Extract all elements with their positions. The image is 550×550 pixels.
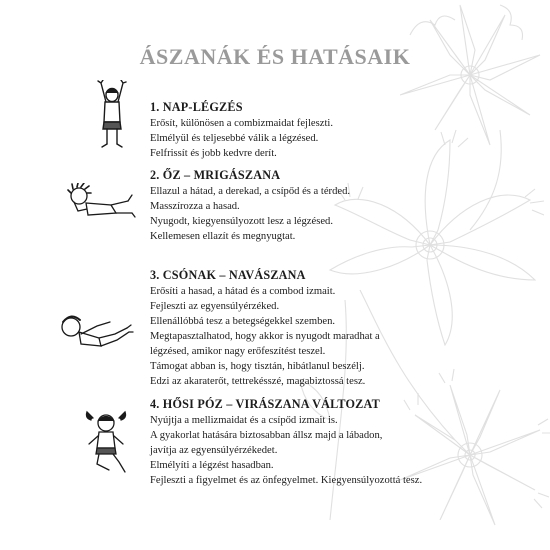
section-line: Erősít, különösen a combizmaidat fejleszti. <box>150 118 333 129</box>
section-line: Támogat abban is, hogy tisztán, hibátlanul beszélj. <box>150 361 365 372</box>
section-line: Elmélyíti a légzést hasadban. <box>150 460 274 471</box>
section-line: Felfrissít és jobb kedvre derít. <box>150 148 277 159</box>
section-oz-mrigaszana <box>150 168 545 244</box>
section-line: Megtapasztalhatod, hogy akkor is nyugodt maradhat a <box>150 331 380 342</box>
section-line: Erősíti a hasad, a hátad és a combod izmait. <box>150 286 336 297</box>
section-line: légzésed, amikor nagy erőfeszítést teszel. <box>150 346 326 357</box>
section-line: Fejleszti az egyensúlyérzéked. <box>150 301 280 312</box>
section-line: javítja az egyensúlyérzékedet. <box>150 445 278 456</box>
section-line: Ellenállóbbá tesz a betegségekkel szemben. <box>150 316 336 327</box>
section-title: 2. ŐZ – MRIGÁSZANA <box>150 168 281 182</box>
section-line: Kellemesen ellazít és megnyugtat. <box>150 231 296 242</box>
page-title: ÁSZANÁK ÉS HATÁSAIK <box>139 44 411 69</box>
section-nap-legzes <box>150 100 545 161</box>
section-line: A gyakorlat hatására biztosabban állsz majd a lábadon, <box>150 430 383 441</box>
section-title: 3. CSÓNAK – NAVÁSZANA <box>150 268 306 282</box>
section-line: Fejleszti a figyelmet és az önfegyelmet. Kiegyensúlyozottá tesz. <box>150 475 423 486</box>
section-line: Nyújtja a mellizmaidat és a csípőd izmait is. <box>150 415 338 426</box>
section-line: Masszírozza a hasad. <box>150 201 240 212</box>
section-title: 4. HŐSI PÓZ – VIRÁSZANA VÁLTOZAT <box>150 397 380 411</box>
section-title: 1. NAP-LÉGZÉS <box>150 100 243 114</box>
child-boat-pose-icon <box>55 310 135 350</box>
child-lying-prone-icon <box>66 183 136 225</box>
section-line: Ellazul a hátad, a derekad, a csípőd és a térded. <box>150 186 351 197</box>
child-kneeling-icon <box>85 410 131 478</box>
section-hosi-poz <box>150 397 545 488</box>
section-line: Elmélyül és teljesebbé válik a légzésed. <box>150 133 319 144</box>
section-csonak-navaszana <box>150 268 545 389</box>
child-arms-raised-icon <box>95 80 129 152</box>
section-line: Nyugodt, kiegyensúlyozott lesz a légzésed. <box>150 216 333 227</box>
section-line: Edzi az akaraterőt, tettrekésszé, magabiztossá tesz. <box>150 376 366 387</box>
